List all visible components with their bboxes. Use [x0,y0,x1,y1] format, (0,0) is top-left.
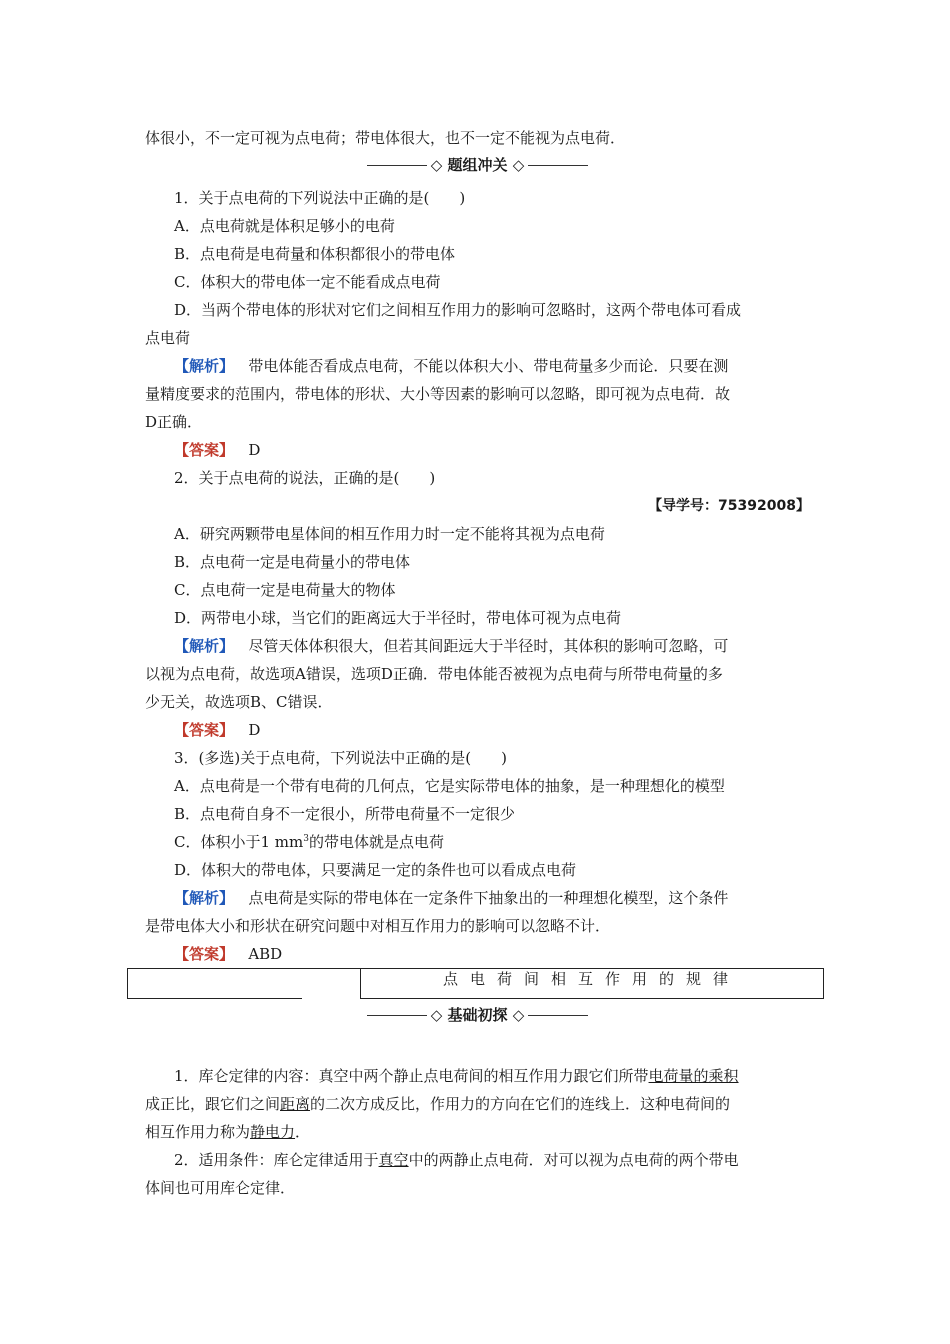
p2-line1 [174,1150,810,1170]
answer-tag: 【答案】 [174,441,235,459]
q3-option-c [174,832,810,852]
analysis-text: 带电体能否看成点电荷，不能以体积大小、带电荷量多少而论．只要在测 [248,357,729,375]
p1-line1 [174,1066,810,1086]
blank-answer: 静电力 [250,1123,296,1141]
header-rule-right [528,1015,588,1016]
q2-option-b: B．点电荷一定是电荷量小的带电体 [174,553,411,571]
q1-option-d-cont: 点电荷 [145,329,191,347]
analysis-tag: 【解析】 [174,637,235,655]
q2-option-a: A．研究两颗带电星体间的相互作用力时一定不能将其视为点电荷 [174,525,605,543]
q2-answer [174,720,810,740]
answer-tag: 【答案】 [174,945,235,963]
q3-option-a: A．点电荷是一个带有电荷的几何点，它是实际带电体的抽象，是一种理想化的模型 [174,777,725,795]
text: 相互作用力称为 [145,1123,251,1141]
p1-line2 [145,1094,810,1114]
section-header-tizu [145,154,810,176]
section-header-label: 题组冲关 [447,156,508,174]
q2-analysis-cont: 以视为点电荷，故选项A错误，选项D正确．带电体能否被视为点电荷与所带电荷量的多 [145,665,723,683]
analysis-text: 尽管天体体积很大，但若其间距远大于半径时，其体积的影响可忽略，可 [248,637,729,655]
answer-value: D [248,441,261,459]
section-header-jichu [145,1004,810,1026]
q3-stem: 3．(多选)关于点电荷，下列说法中正确的是( ) [174,749,507,767]
option-text: C．体积小于1 mm [174,833,304,851]
text: 2．适用条件：库仑定律适用于 [174,1151,379,1169]
q1-option-b: B．点电荷是电荷量和体积都很小的带电体 [174,245,456,263]
p2-line2: 体间也可用库仑定律． [145,1179,296,1197]
answer-value: D [248,721,261,739]
analysis-text: 点电荷是实际的带电体在一定条件下抽象出的一种理想化模型，这个条件 [248,889,729,907]
q1-analysis [174,356,810,376]
blank-answer: 真空 [378,1151,409,1169]
q3-option-b: B．点电荷自身不一定很小，所带电荷量不一定很少 [174,805,516,823]
blank-answer: 电荷量的乘积 [648,1067,739,1085]
answer-value: ABD [248,945,283,963]
q2-stem: 2．关于点电荷的说法，正确的是( ) [174,469,436,487]
blank-answer: 距离 [280,1095,311,1113]
text: 成正比，跟它们之间 [145,1095,281,1113]
text: 中的两静止点电荷．对可以视为点电荷的两个带电 [408,1151,739,1169]
intro-line: 体很小，不一定可视为点电荷；带电体很大，也不一定不能视为点电荷． [145,129,626,147]
diamond-icon: ◇ [512,156,525,174]
answer-tag: 【答案】 [174,721,235,739]
analysis-tag: 【解析】 [174,889,235,907]
diamond-icon: ◇ [430,156,443,174]
q1-option-d: D．当两个带电体的形状对它们之间相互作用力的影响可忽略时，这两个带电体可看成 [174,301,742,319]
q1-stem: 1．关于点电荷的下列说法中正确的是( ) [174,189,466,207]
section-title: 点电荷间相互作用的规律 [442,970,740,988]
q2-analysis-cont2: 少无关，故选项B、C错误． [145,693,333,711]
section-header-label: 基础初探 [447,1006,508,1024]
header-rule-right [528,165,588,166]
text: ． [295,1123,311,1141]
box-bottom-rule [360,998,823,999]
box-bottom-rule [127,998,302,999]
q1-analysis-cont2: D正确． [145,413,203,431]
q1-answer [174,440,810,460]
diamond-icon: ◇ [430,1006,443,1024]
superscript: 3 [303,834,309,844]
text: 1．库仑定律的内容：真空中两个静止点电荷间的相互作用力跟它们所带 [174,1067,649,1085]
q3-analysis-cont: 是带电体大小和形状在研究问题中对相互作用力的影响可以忽略不计． [145,917,611,935]
q3-option-d: D．体积大的带电体，只要满足一定的条件也可以看成点电荷 [174,861,577,879]
text: 的二次方成反比，作用力的方向在它们的连线上．这种电荷间的 [310,1095,731,1113]
diamond-icon: ◇ [512,1006,525,1024]
q3-analysis [174,888,810,908]
q3-answer [174,944,810,964]
header-rule-left [367,165,427,166]
q2-option-d: D．两带电小球，当它们的距离远大于半径时，带电体可视为点电荷 [174,609,622,627]
guide-number: 【导学号：75392008】 [648,498,810,514]
q1-option-c: C．体积大的带电体一定不能看成点电荷 [174,273,441,291]
q1-option-a: A．点电荷就是体积足够小的电荷 [174,217,395,235]
q2-analysis [174,636,810,656]
q1-analysis-cont: 量精度要求的范围内，带电体的形状、大小等因素的影响可以忽略，即可视为点电荷．故 [145,385,731,403]
analysis-tag: 【解析】 [174,357,235,375]
p1-line3 [145,1122,810,1142]
q2-option-c: C．点电荷一定是电荷量大的物体 [174,581,396,599]
option-text: 的带电体就是点电荷 [308,833,444,851]
header-rule-left [367,1015,427,1016]
